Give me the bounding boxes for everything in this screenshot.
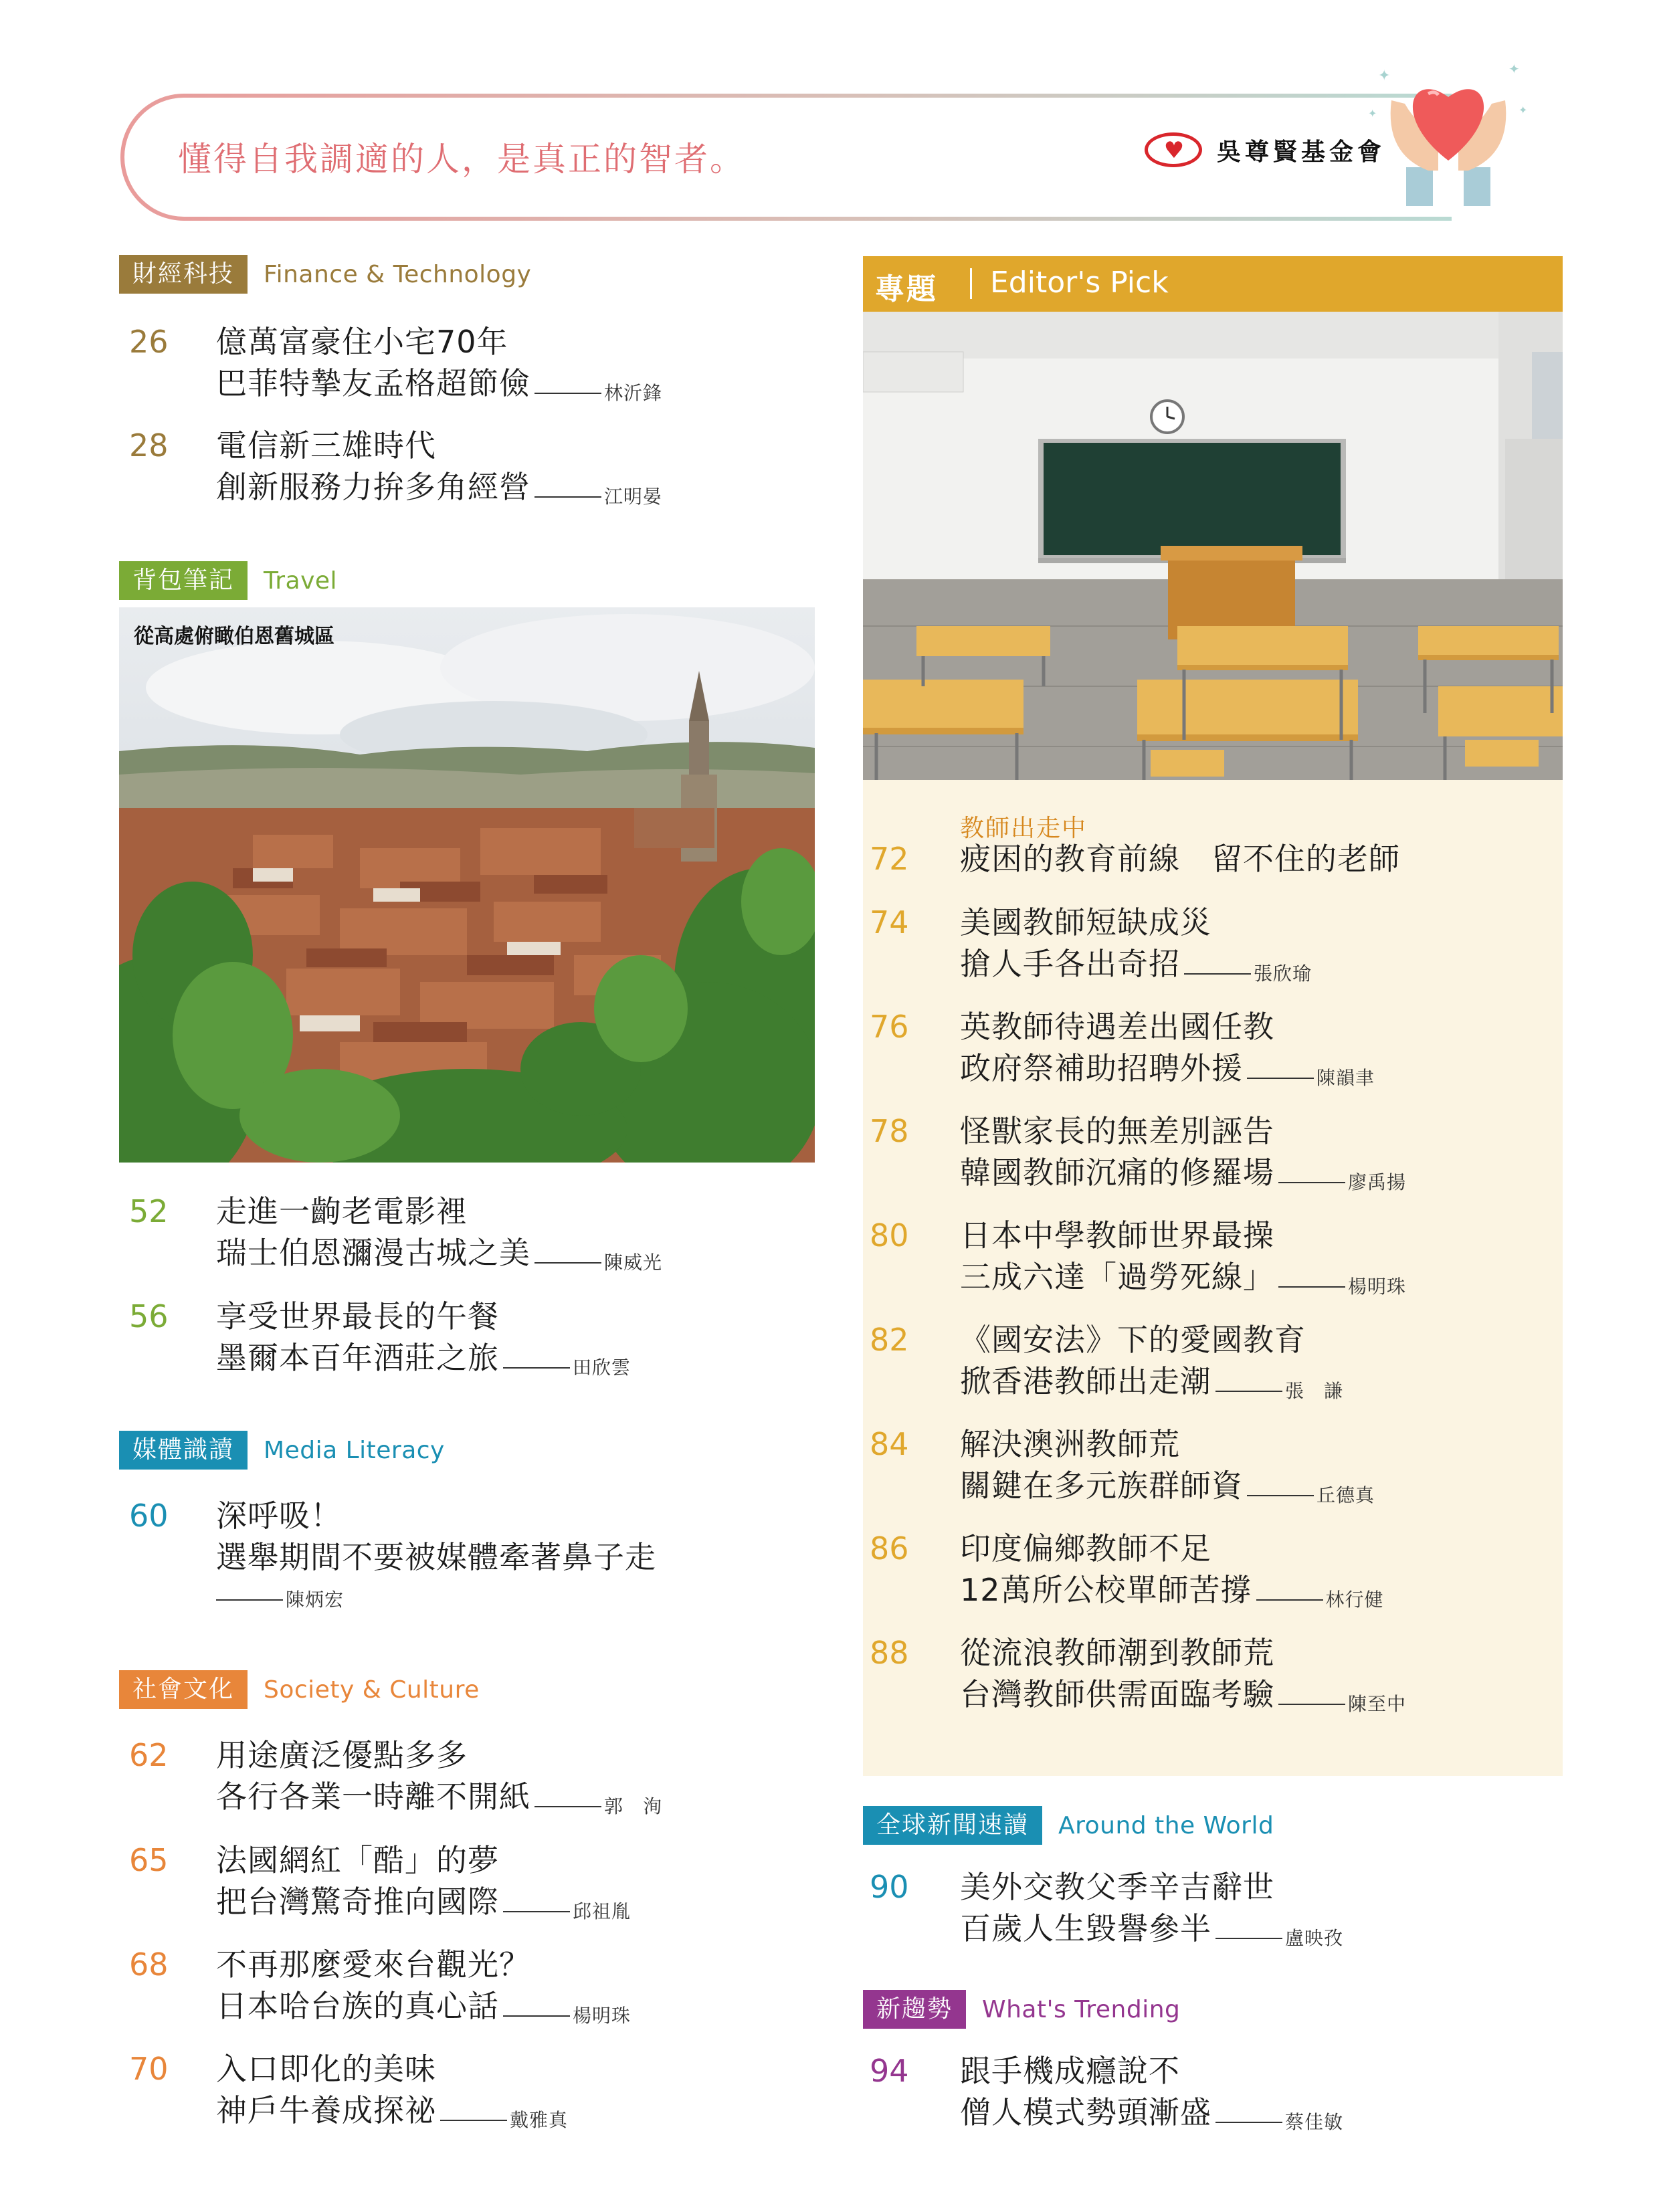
- section-feature-header: [863, 256, 1563, 312]
- entry-title: [960, 1866, 1343, 1959]
- page-number: 84: [870, 1426, 909, 1462]
- author-name: 廖禹揚: [1348, 1171, 1407, 1193]
- title-line: 政府祭補助招聘外援: [960, 1050, 1243, 1086]
- svg-text:✦: ✦: [1519, 104, 1528, 116]
- entry-title: [216, 1495, 656, 1617]
- author: [530, 373, 662, 414]
- author: [1243, 1475, 1375, 1516]
- title-line: 疲困的教育前線 留不住的老師: [960, 841, 1400, 877]
- author-name: 張欣瑜: [1254, 963, 1312, 985]
- entry-title: [960, 2050, 1343, 2143]
- section-trend-header: [863, 1990, 1180, 2029]
- feature-subtitle: 教師出走中: [960, 815, 1088, 842]
- title-line: 從流浪教師潮到教師荒: [960, 1635, 1274, 1671]
- title-line: 三成六達「過勞死線」: [960, 1259, 1274, 1295]
- page-number: 74: [870, 904, 909, 940]
- author: [1274, 1162, 1406, 1203]
- title-line: 不再那麼愛來台觀光？: [216, 1946, 530, 1983]
- entry-title: [960, 838, 1400, 880]
- section-world-header: [863, 1806, 1274, 1845]
- author: [499, 1995, 631, 2037]
- author-name: 楊明珠: [573, 2005, 631, 2027]
- title-line: 選舉期間不要被媒體牽著鼻子走: [216, 1539, 656, 1575]
- title-line: 美國教師短缺成災: [960, 904, 1211, 940]
- title-line: 日本中學教師世界最操: [960, 1217, 1274, 1253]
- author: [530, 1786, 662, 1827]
- title-line: 享受世界最長的午餐: [216, 1298, 499, 1334]
- entry-title: [216, 1734, 662, 1827]
- title-line: 百歲人生毀譽參半: [960, 1910, 1211, 1946]
- section-tag: 背包筆記: [119, 561, 248, 600]
- svg-text:✦: ✦: [1378, 68, 1391, 84]
- hands-heart-icon: [1365, 54, 1532, 207]
- title-line: 英教師待遇差出國任教: [960, 1009, 1274, 1045]
- author: [1274, 1684, 1406, 1725]
- section-en: Travel: [264, 567, 338, 595]
- page-number: 88: [870, 1635, 909, 1671]
- section-tag: 新趨勢: [863, 1990, 966, 2029]
- page-number: 90: [870, 1869, 909, 1905]
- author-name: 張 謙: [1285, 1380, 1344, 1402]
- author-name: 林沂鋒: [604, 382, 663, 404]
- author-name: 陳威光: [604, 1251, 663, 1274]
- section-tag: 全球新聞速讀: [863, 1806, 1042, 1845]
- title-line: 《國安法》下的愛國教育: [960, 1322, 1306, 1358]
- author: [499, 1347, 631, 1389]
- page-number: 52: [129, 1193, 169, 1229]
- author: [530, 1242, 662, 1284]
- section-society-header: [119, 1670, 480, 1709]
- title-line: 怪獸家長的無差別誣告: [960, 1113, 1274, 1149]
- svg-text:✦: ✦: [1368, 107, 1377, 120]
- entry-title: [216, 1296, 631, 1389]
- page-number: 60: [129, 1498, 169, 1534]
- title-line: 億萬富豪住小宅70年: [216, 324, 508, 360]
- section-en: Finance & Technology: [264, 260, 532, 288]
- entry-title: [960, 1215, 1406, 1308]
- title-line: 印度偏鄉教師不足: [960, 1530, 1211, 1567]
- title-line: 巴菲特摯友孟格超節儉: [216, 365, 530, 401]
- bern-photo-illustration: [119, 607, 815, 1163]
- author-name: 江明晏: [604, 486, 663, 508]
- section-tag: 財經科技: [119, 255, 248, 294]
- title-line: 入口即化的美味: [216, 2051, 436, 2087]
- author-name: 盧映孜: [1285, 1927, 1344, 1949]
- page-number: 70: [129, 2051, 169, 2087]
- author: [499, 1891, 631, 1932]
- title-line: 解決澳洲教師荒: [960, 1426, 1180, 1462]
- classroom-illustration: [863, 312, 1563, 780]
- title-line: 用途廣泛優點多多: [216, 1737, 468, 1773]
- entry-title: [216, 1839, 631, 1932]
- title-line: 台灣教師供需面臨考驗: [960, 1676, 1274, 1712]
- section-en: What's Trending: [982, 1995, 1181, 2023]
- author: [216, 1578, 656, 1617]
- author: [530, 476, 662, 518]
- author: [436, 2100, 568, 2141]
- author-name: 蔡佳敏: [1285, 2111, 1344, 2133]
- title-line: 日本哈台族的真心話: [216, 1988, 499, 2024]
- title-line: 搶人手各出奇招: [960, 946, 1180, 982]
- entry-title: [960, 1528, 1384, 1621]
- page-number: 82: [870, 1322, 909, 1358]
- classroom-photo: [863, 312, 1563, 780]
- title-line: 法國網紅「酷」的夢: [216, 1842, 499, 1878]
- foundation-name: 吳尊賢基金會: [1217, 137, 1386, 166]
- title-line: 韓國教師沉痛的修羅場: [960, 1154, 1274, 1191]
- author-name: 楊明珠: [1348, 1276, 1407, 1298]
- author-name: 陳韻聿: [1316, 1067, 1375, 1089]
- entry-title: [960, 1319, 1343, 1412]
- section-en: Media Literacy: [264, 1436, 445, 1464]
- section-tag: 專題: [875, 272, 938, 306]
- title-line: 創新服務力拚多角經營: [216, 469, 530, 505]
- entry-title: [216, 321, 662, 414]
- entry-title: [216, 1944, 631, 2037]
- heart-logo-icon: ♥: [1145, 132, 1202, 167]
- page-number: 65: [129, 1842, 169, 1878]
- foundation-brand: [1145, 132, 1385, 167]
- author-name: 陳炳宏: [286, 1589, 345, 1611]
- page-number: 28: [129, 427, 169, 464]
- author: [1211, 1918, 1343, 1959]
- section-finance-header: [119, 255, 531, 294]
- page-number: 78: [870, 1113, 909, 1149]
- author-name: 郭 洵: [604, 1795, 663, 1817]
- author: [1243, 1058, 1375, 1099]
- title-line: 走進一齣老電影裡: [216, 1193, 468, 1229]
- header-banner: [120, 94, 1452, 221]
- title-line: 把台灣驚奇推向國際: [216, 1884, 499, 1920]
- page-number: 80: [870, 1217, 909, 1253]
- banner-inner: [124, 98, 1452, 217]
- author-name: 丘德真: [1316, 1484, 1375, 1506]
- title-line: 瑞士伯恩瀰漫古城之美: [216, 1235, 530, 1271]
- photo-caption: 從高處俯瞰伯恩舊城區: [134, 625, 334, 648]
- author-name: 戴雅真: [510, 2109, 569, 2131]
- author: [1211, 1371, 1343, 1412]
- section-travel-header: [119, 561, 337, 600]
- entry-title: [960, 1423, 1375, 1516]
- title-line: 12萬所公校單師苦撐: [960, 1572, 1252, 1608]
- page-number: 94: [870, 2053, 909, 2089]
- section-media-header: [119, 1431, 445, 1470]
- page-number: 62: [129, 1737, 169, 1773]
- page-number: 68: [129, 1946, 169, 1983]
- section-en: Around the World: [1058, 1811, 1274, 1839]
- author: [1211, 2102, 1343, 2143]
- section-tag: 媒體識讀: [119, 1431, 248, 1470]
- author: [1252, 1579, 1384, 1621]
- title-line: 掀香港教師出走潮: [960, 1363, 1211, 1399]
- page-number: 76: [870, 1009, 909, 1045]
- page-number: 56: [129, 1298, 169, 1334]
- author-name: 林行健: [1325, 1589, 1384, 1611]
- author-name: 田欣雲: [573, 1356, 631, 1379]
- section-en: Editor's Pick: [990, 266, 1169, 300]
- entry-title: [960, 902, 1312, 995]
- page-number: 72: [870, 841, 909, 877]
- title-line: 墨爾本百年酒莊之旅: [216, 1340, 499, 1376]
- entry-title: [960, 1110, 1406, 1203]
- title-line: 神戶牛養成探祕: [216, 2092, 436, 2128]
- title-line: 各行各業一時離不開紙: [216, 1779, 530, 1815]
- title-line: 關鍵在多元族群師資: [960, 1468, 1243, 1504]
- entry-title: [216, 1191, 662, 1284]
- motto-text: 懂得自我調適的人，是真正的智者。: [178, 140, 745, 179]
- title-line: 僧人模式勢頭漸盛: [960, 2094, 1211, 2130]
- title-line: 電信新三雄時代: [216, 427, 436, 464]
- bern-old-town-photo: [119, 607, 815, 1163]
- divider: [970, 268, 972, 299]
- section-en: Society & Culture: [264, 1676, 480, 1704]
- author: [1274, 1266, 1406, 1308]
- svg-text:✦: ✦: [1508, 61, 1520, 77]
- entry-title: [216, 2048, 568, 2141]
- title-line: 深呼吸！: [216, 1498, 342, 1534]
- title-line: 美外交教父季辛吉辭世: [960, 1869, 1274, 1905]
- entry-title: [960, 1006, 1375, 1099]
- title-line: 跟手機成癮說不: [960, 2053, 1180, 2089]
- author-name: 陳至中: [1348, 1693, 1407, 1715]
- section-tag: 社會文化: [119, 1670, 248, 1709]
- page-number: 86: [870, 1530, 909, 1567]
- page-number: 26: [129, 324, 169, 360]
- author-name: 邱祖胤: [573, 1900, 631, 1922]
- author: [1180, 953, 1312, 995]
- entry-title: [960, 1632, 1406, 1725]
- entry-title: [216, 425, 662, 518]
